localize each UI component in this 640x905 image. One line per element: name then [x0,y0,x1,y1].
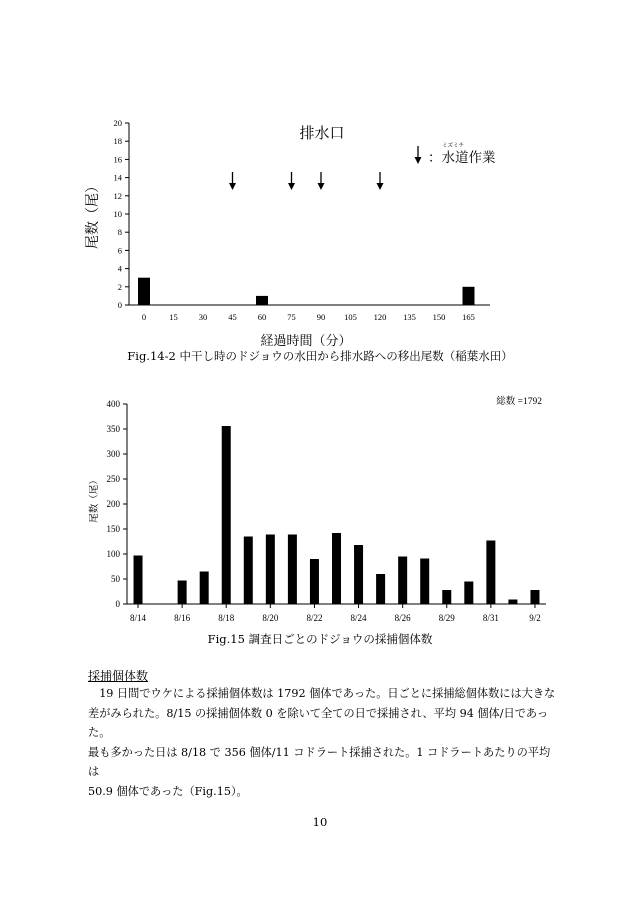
chart-svg [0,392,640,654]
bar [310,559,319,604]
y-tick-label: 350 [106,424,120,434]
arrow-head [288,183,295,190]
bar [420,559,429,605]
body-line: 差がみられた。8/15 の採捕個体数 0 を除いて全ての日で採捕され、平均 94 個体/日であった。 [88,706,549,739]
down-arrow-icon [288,172,295,190]
chart-title: 排水口 [299,126,345,142]
bar [222,426,231,604]
bar [200,572,209,605]
y-tick-label: 8 [117,227,122,238]
chart-svg [0,110,640,372]
y-tick-label: 16 [113,154,122,165]
y-tick-label: 4 [117,263,122,274]
body-text [88,684,556,801]
bar [256,296,268,305]
bar [266,535,275,605]
x-tick-label: 8/22 [306,613,323,623]
x-tick-label: 8/16 [174,613,191,623]
x-tick-label: 120 [373,312,387,322]
figure-caption-15: Fig.15 調査日ごとのドジョウの採捕個体数 [207,632,433,646]
x-tick-label: 8/31 [482,613,499,623]
y-tick-label: 10 [113,209,122,219]
bar [464,582,473,605]
bar [332,533,341,604]
y-tick-label: 50 [111,574,120,584]
y-tick-label: 300 [106,449,120,459]
chart-fig15 [0,392,640,654]
x-tick-label: 8/14 [130,613,147,623]
bar [508,600,517,605]
section-heading: 採捕個体数 [88,669,149,683]
x-tick-label: 60 [257,312,267,322]
bar [530,590,539,604]
bar [138,278,150,305]
legend-ruby: ミズミチ [442,143,465,149]
bar [178,581,187,605]
x-tick-label: 45 [228,312,237,322]
bar [134,556,143,605]
x-tick-label: 8/24 [350,613,367,623]
total-annotation: 総数 =1792 [496,397,542,407]
x-tick-label: 30 [198,312,208,322]
y-axis-title: 尾数（尾） [86,179,101,249]
bar [463,287,475,305]
x-tick-label: 8/26 [394,613,411,623]
y-tick-label: 400 [106,399,120,409]
y-tick-label: 12 [113,190,122,201]
x-tick-label: 105 [344,312,357,322]
y-tick-label: 0 [115,599,120,609]
x-tick-label: 150 [432,312,446,322]
bar [486,541,495,605]
body-line: 最も多かった日は 8/18 で 356 個体/11 コドラート採捕された。1 コドラートあたりの平均は [88,745,551,778]
y-tick-label: 20 [113,118,122,128]
y-tick-label: 18 [113,136,122,147]
body-line: 19 日間でウケによる採捕個体数は 1792 個体であった。日ごとに採捕総個体数には大きな [88,687,556,700]
arrow-head [318,183,325,190]
legend-arrow-icon [415,146,422,164]
body-line: 50.9 個体であった（Fig.15）。 [88,784,248,798]
bar [354,545,363,604]
page-number: 10 [312,815,328,829]
x-tick-label: 165 [462,312,475,322]
legend-label: ：水道作業 [428,150,496,165]
chart-fig14-2 [0,110,640,372]
arrow-head [415,157,422,164]
y-tick-label: 150 [106,524,120,534]
arrow-head [377,183,384,190]
arrow-head [229,183,236,190]
bar [442,590,451,604]
x-tick-label: 8/29 [438,613,455,623]
x-tick-label: 15 [169,312,178,322]
bar [244,537,253,605]
bar [288,535,297,605]
down-arrow-icon [318,172,325,190]
y-tick-label: 2 [117,281,122,292]
y-tick-label: 100 [106,549,120,559]
y-tick-label: 14 [113,172,122,183]
y-tick-label: 6 [117,245,122,256]
x-tick-label: 90 [316,312,326,322]
down-arrow-icon [229,172,236,190]
y-tick-label: 200 [106,499,120,509]
y-tick-label: 250 [106,474,120,484]
x-tick-label: 9/2 [529,613,541,623]
bar [398,557,407,605]
x-tick-label: 0 [141,312,147,322]
x-tick-label: 8/20 [262,613,279,623]
down-arrow-icon [377,172,384,190]
x-axis-title: 経過時間（分） [260,333,352,348]
y-tick-label: 0 [117,300,122,310]
x-tick-label: 75 [287,312,296,322]
y-axis-title: 尾数（尾） [90,475,100,523]
bar [376,574,385,604]
x-tick-label: 135 [403,312,416,322]
figure-caption-14-2: Fig.14-2 中干し時のドジョウの水田から排水路への移出尾数（稲葉水田） [127,349,513,363]
x-tick-label: 8/18 [218,613,235,623]
